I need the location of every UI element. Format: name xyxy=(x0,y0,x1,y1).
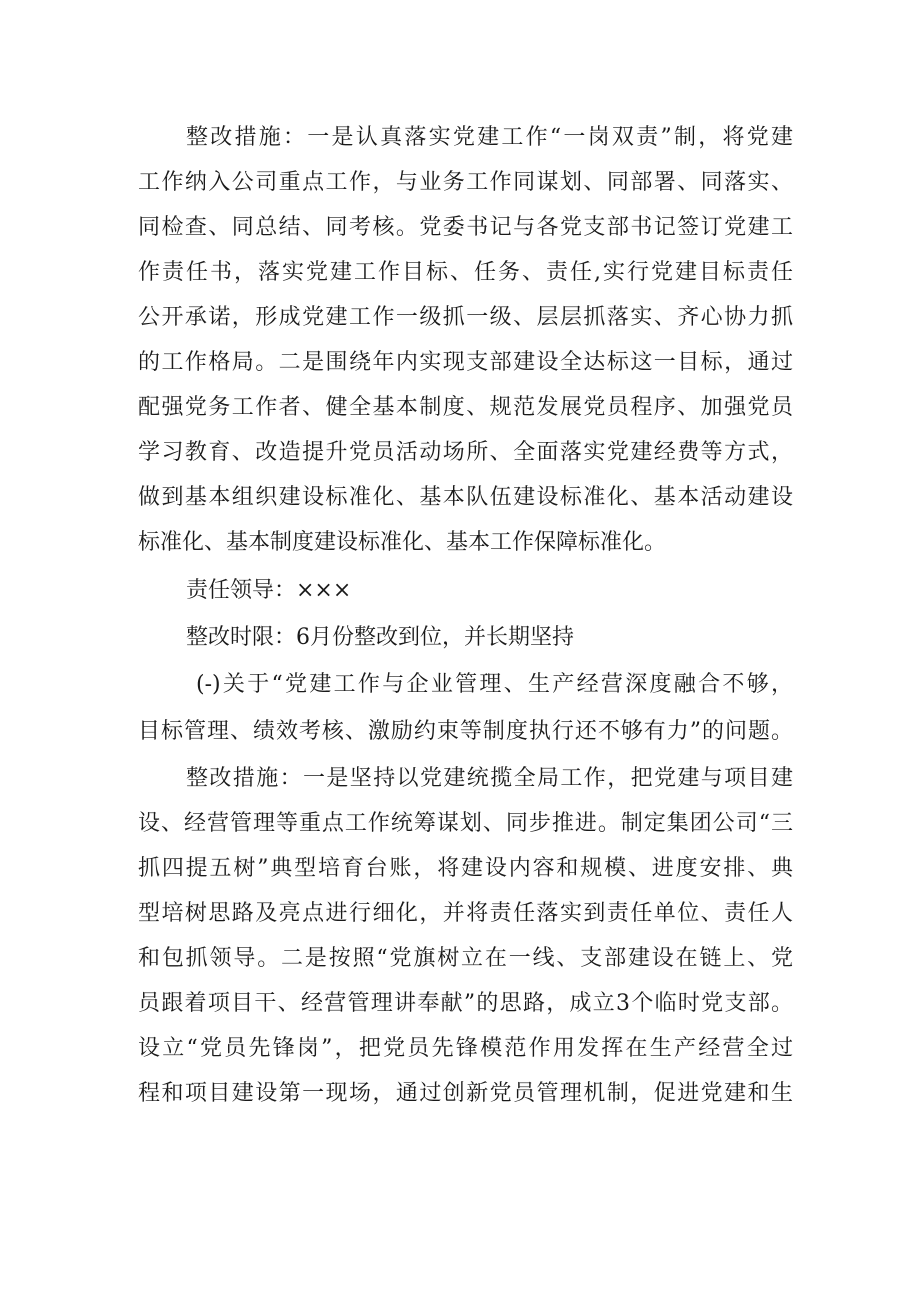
text-line: 员跟着项目干、经营管理讲奉献”的思路，成立3个临时党支部。 xyxy=(138,991,793,1016)
text-line: 整改措施：一是认真落实党建工作“一岗双责”制，将党建 xyxy=(186,125,793,150)
text-line: 配强党务工作者、健全基本制度、规范发展党员程序、加强党员 xyxy=(138,395,793,420)
text-line: 作责任书，落实党建工作目标、任务、责任,实行党建目标责任 xyxy=(138,260,793,285)
text-line: 设、经营管理等重点工作统筹谋划、同步推进。制定集团公司“三 xyxy=(138,811,793,836)
text-line: 设立“党员先锋岗”，把党员先锋模范作用发挥在生产经营全过 xyxy=(138,1036,793,1061)
text-line: 标准化、基本制度建设标准化、基本工作保障标准化。 xyxy=(138,530,667,555)
text-line: 做到基本组织建设标准化、基本队伍建设标准化、基本活动建设 xyxy=(138,485,793,510)
responsible-leader: 责任领导：××× xyxy=(186,578,352,603)
text-line: 公开承诺，形成党建工作一级抓一级、层层抓落实、齐心协力抓 xyxy=(138,305,793,330)
deadline: 整改时限：6月份整改到位，并长期坚持 xyxy=(186,625,574,650)
section-heading-cont: 目标管理、绩效考核、激励约束等制度执行还不够有力”的问题。 xyxy=(138,719,793,744)
text-line: 和包抓领导。二是按照“党旗树立在一线、支部建设在链上、党 xyxy=(138,946,793,971)
text-line: 程和项目建设第一现场，通过创新党员管理机制，促进党建和生 xyxy=(138,1081,793,1106)
text-line: 的工作格局。二是围绕年内实现支部建设全达标这一目标，通过 xyxy=(138,350,793,375)
text-line: 整改措施：一是坚持以党建统揽全局工作，把党建与项目建 xyxy=(186,766,793,791)
text-line: 型培树思路及亮点进行细化，并将责任落实到责任单位、责任人 xyxy=(138,901,793,926)
text-line: 学习教育、改造提升党员活动场所、全面落实党建经费等方式， xyxy=(138,440,793,465)
text-line: 抓四提五树”典型培育台账，将建设内容和规模、进度安排、典 xyxy=(138,856,793,881)
text-line: 同检查、同总结、同考核。党委书记与各党支部书记签订党建工 xyxy=(138,215,793,240)
section-heading: (-)关于“党建工作与企业管理、生产经营深度融合不够， xyxy=(196,672,793,697)
text-line: 工作纳入公司重点工作，与业务工作同谋划、同部署、同落实、 xyxy=(138,170,793,195)
